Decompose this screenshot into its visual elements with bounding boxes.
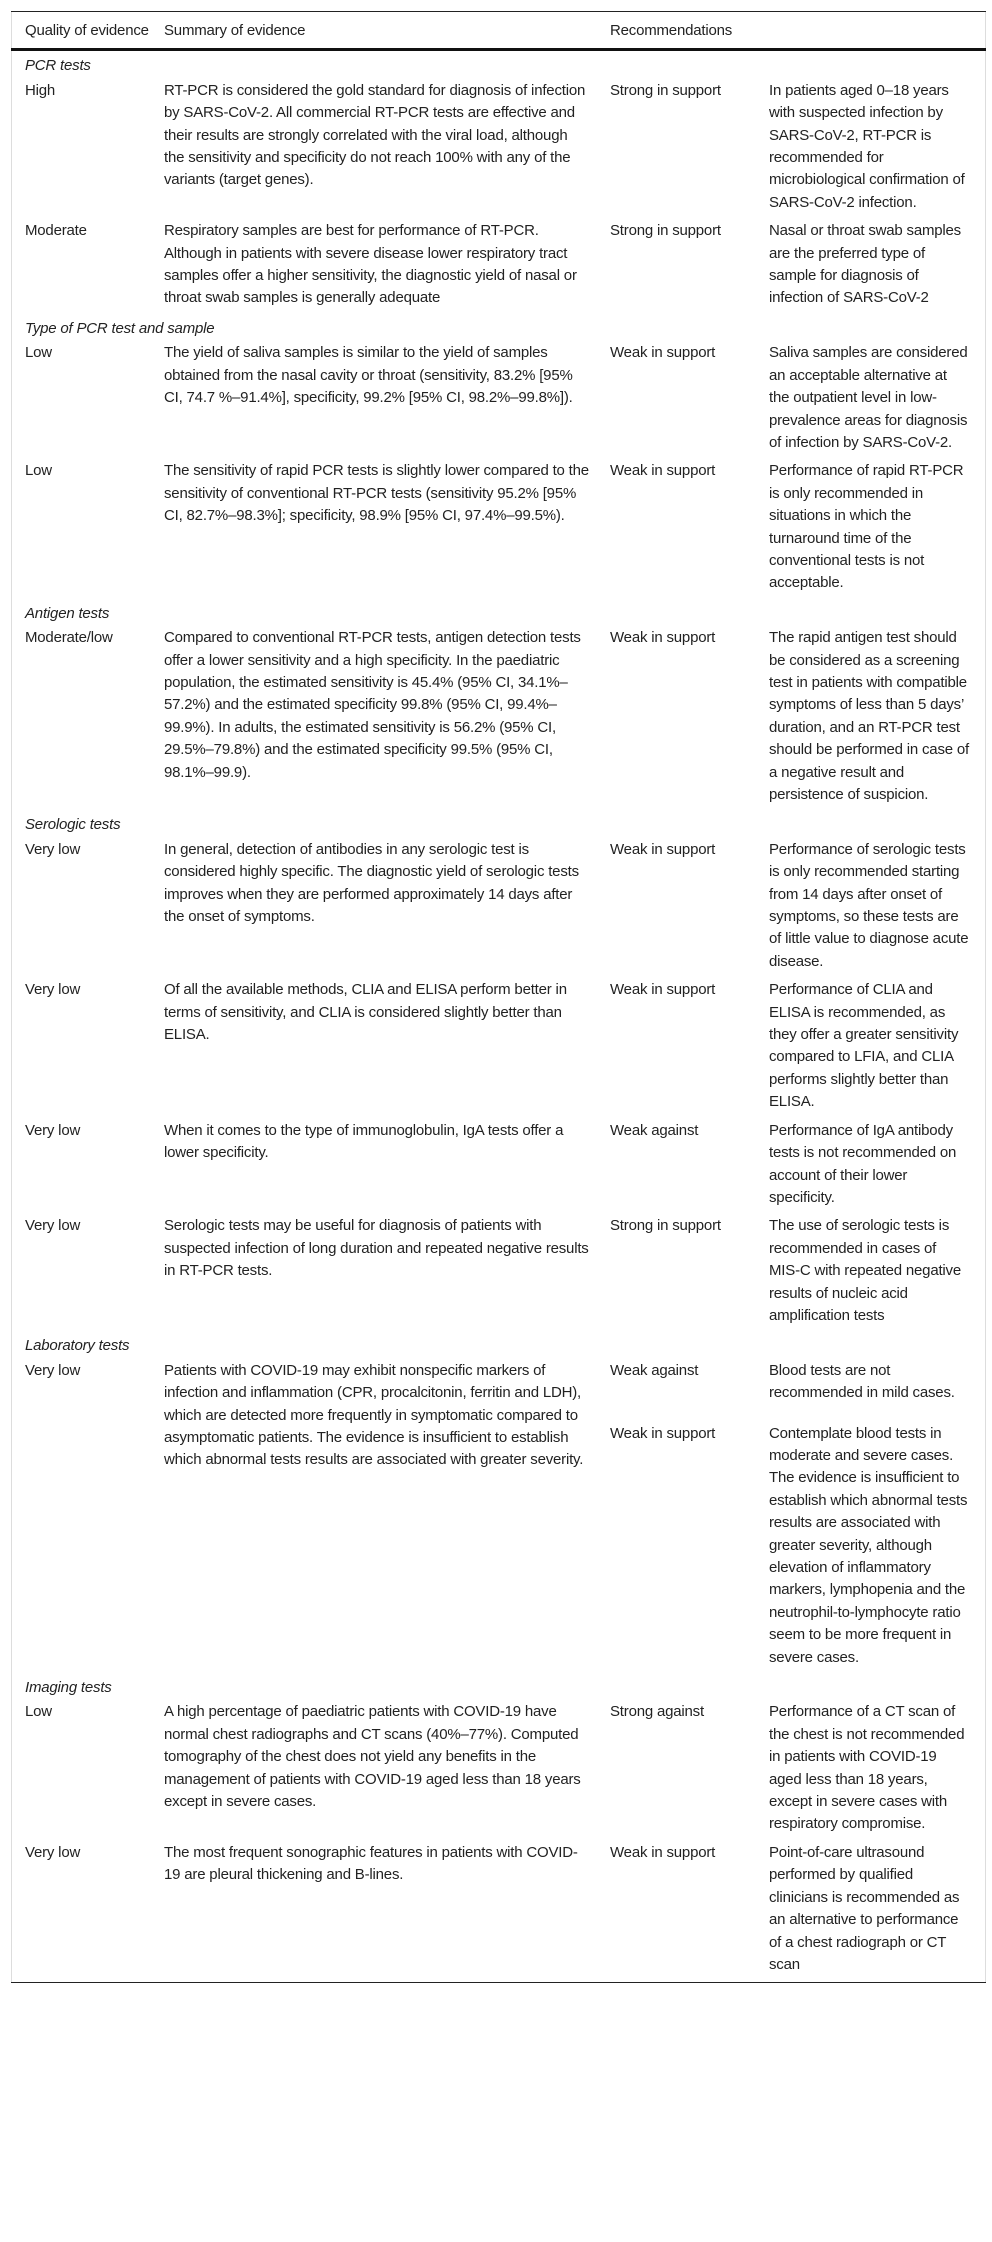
summary-of-evidence: The sensitivity of rapid PCR tests is slightly lower compared to the sensitivity of conventional RT-PCR tests (sensitivity 95.2% [95% CI, 82.7%–98.3%]; specificity, 98.9% [95% CI, 97.4%–99.5%). xyxy=(164,462,589,525)
quality-of-evidence: Moderate xyxy=(25,222,87,240)
section-title: Type of PCR test and sample xyxy=(25,319,215,337)
recommendation-strength: Weak against xyxy=(610,1121,699,1139)
quality-of-evidence: Low xyxy=(25,344,52,362)
table-row xyxy=(12,340,986,458)
table-row xyxy=(12,837,986,977)
table-row xyxy=(12,458,986,598)
recommendation-text: Performance of serologic tests is only recommended starting from 14 days after onset of symptoms, so these tests are of little value to diagnose acute disease. xyxy=(769,840,969,970)
recommendation-strength: Strong against xyxy=(610,1703,704,1721)
quality-of-evidence: Very low xyxy=(25,1121,81,1139)
section-header-row xyxy=(12,599,986,625)
section-title: Laboratory tests xyxy=(25,1337,130,1355)
section-header-row xyxy=(12,50,986,78)
table-row xyxy=(12,625,986,810)
section-title: PCR tests xyxy=(25,57,91,75)
recommendation-text: Performance of IgA antibody tests is not recommended on account of their lower specificity. xyxy=(769,1121,957,1206)
recommendation-strength: Weak against xyxy=(610,1361,699,1379)
header-recommendations: Recommendations xyxy=(610,22,733,39)
evidence-table xyxy=(11,11,986,1983)
recommendation-strength: Weak in support xyxy=(610,629,716,647)
summary-of-evidence: Of all the available methods, CLIA and ELISA perform better in terms of sensitivity, and CLIA is considered slightly better than ELISA. xyxy=(164,981,567,1044)
recommendation-strength: Strong in support xyxy=(610,222,721,240)
summary-of-evidence: The most frequent sonographic features in patients with COVID-19 are pleural thickening and B-lines. xyxy=(164,1843,578,1884)
quality-of-evidence: High xyxy=(25,81,56,99)
recommendation-text: Nasal or throat swab samples are the preferred type of sample for diagnosis of infection of SARS-CoV-2 xyxy=(769,222,961,307)
summary-of-evidence: Respiratory samples are best for performance of RT-PCR. Although in patients with severe disease lower respiratory tract samples offer a higher sensitivity, the diagnostic yield of nasal or throat swab samples is generally adequate xyxy=(164,222,577,307)
recommendation-strength: Weak in support xyxy=(610,840,716,858)
section-title: Antigen tests xyxy=(25,604,110,622)
quality-of-evidence: Very low xyxy=(25,1843,81,1861)
quality-of-evidence: Very low xyxy=(25,1361,81,1379)
header-quality: Quality of evidence xyxy=(25,22,149,39)
table-row xyxy=(12,977,986,1117)
section-header-row xyxy=(12,314,986,340)
section-header-row xyxy=(12,810,986,836)
recommendation-strength: Weak in support xyxy=(610,344,716,362)
section-title: Serologic tests xyxy=(25,816,121,834)
recommendation-text: In patients aged 0–18 years with suspected infection by SARS-CoV-2, RT-PCR is recommended for microbiological confirmation of SARS-CoV-2 infection. xyxy=(769,81,965,211)
summary-of-evidence: Patients with COVID-19 may exhibit nonspecific markers of infection and inflammation (CPR, procalcitonin, ferritin and LDH), which are detected more frequently in symptomatic compared to asymptomatic patients. The evidence is insufficient to establish which abnormal tests results are associated with greater severity. xyxy=(164,1361,584,1469)
recommendation-strength: Weak in support xyxy=(610,1843,716,1861)
recommendation-text: Performance of CLIA and ELISA is recommended, as they offer a greater sensitivity compared to LFIA, and CLIA performs slightly better than ELISA. xyxy=(769,981,959,1111)
table-row xyxy=(12,1699,986,1839)
recommendation-strength: Weak in support xyxy=(610,981,716,999)
table-row xyxy=(12,78,986,218)
recommendation-text: The use of serologic tests is recommended in cases of MIS-C with repeated negative results of nucleic acid amplification tests xyxy=(769,1217,962,1324)
recommendation-text: Point-of-care ultrasound performed by qualified clinicians is recommended as an alternative to performance of a chest radiograph or CT scan xyxy=(769,1843,960,1973)
recommendation-strength: Strong in support xyxy=(610,81,721,99)
summary-of-evidence: Compared to conventional RT-PCR tests, antigen detection tests offer a lower sensitivity and a high specificity. In the paediatric population, the estimated sensitivity is 45.4% (95% CI, 34.1%–57.2%) and the estimated specificity 99.8% (95% CI, 99.4%–99.9%). In adults, the estimated sensitivity is 56.2% (95% CI, 29.5%–79.8%) and the estimated specificity 99.5% (95% CI, 98.1%–99.9). xyxy=(164,629,581,781)
recommendation-text: Performance of a CT scan of the chest is not recommended in patients with COVID-19 aged less than 18 years, except in severe cases with respiratory compromise. xyxy=(769,1703,965,1833)
recommendation-text: The rapid antigen test should be considered as a screening test in patients with compatible symptoms of less than 5 days’ duration, and an RT-PCR test should be performed in case of a negative result and persistence of suspicion. xyxy=(769,629,969,803)
summary-of-evidence: RT-PCR is considered the gold standard for diagnosis of infection by SARS-CoV-2. All commercial RT-PCR tests are effective and their results are strongly correlated with the viral load, although the sensitivity and specificity do not reach 100% with any of the variants (target genes). xyxy=(164,81,586,189)
summary-of-evidence: A high percentage of paediatric patients with COVID-19 have normal chest radiographs and CT scans (40%–77%). Computed tomography of the chest does not yield any benefits in the management of patients with COVID-19 aged less than 18 years except in severe cases. xyxy=(164,1703,581,1811)
recommendation-strength: Weak in support xyxy=(610,462,716,480)
header-summary: Summary of evidence xyxy=(164,22,306,39)
recommendation-strength: Weak in support xyxy=(610,1424,716,1442)
quality-of-evidence: Very low xyxy=(25,981,81,999)
section-header-row xyxy=(12,1673,986,1699)
quality-of-evidence: Low xyxy=(25,462,52,480)
recommendation-text: Contemplate blood tests in moderate and severe cases. The evidence is insufficient to establish which abnormal tests results are associated with greater severity, although elevation of inflammatory markers, lymphopenia and the neutrophil-to-lymphocyte ratio seem to be more frequent in severe cases. xyxy=(769,1424,968,1666)
table-row xyxy=(12,218,986,314)
table-row xyxy=(12,1840,986,1983)
recommendation-text: Saliva samples are considered an acceptable alternative at the outpatient level in low-prevalence areas for diagnosis of infection by SARS-CoV-2. xyxy=(769,344,968,451)
summary-of-evidence: The yield of saliva samples is similar to the yield of samples obtained from the nasal cavity or throat (sensitivity, 83.2% [95% CI, 74.7 %–91.4%], specificity, 99.2% [95% CI, 98.2%–99.8%]). xyxy=(164,344,573,407)
table-row xyxy=(12,1358,986,1409)
section-header-row xyxy=(12,1331,986,1357)
quality-of-evidence: Very low xyxy=(25,1217,81,1235)
table-row xyxy=(12,1213,986,1331)
quality-of-evidence: Very low xyxy=(25,840,81,858)
recommendation-text: Blood tests are not recommended in mild cases. xyxy=(769,1361,955,1402)
summary-of-evidence: Serologic tests may be useful for diagnosis of patients with suspected infection of long duration and repeated negative results in RT-PCR tests. xyxy=(164,1217,589,1280)
section-title: Imaging tests xyxy=(25,1679,112,1697)
table-body xyxy=(12,50,986,1983)
quality-of-evidence: Moderate/low xyxy=(25,629,113,647)
quality-of-evidence: Low xyxy=(25,1703,52,1721)
table-row xyxy=(12,1118,986,1214)
table-header-row xyxy=(12,12,986,50)
recommendation-text: Performance of rapid RT-PCR is only recommended in situations in which the turnaround time of the conventional tests is not acceptable. xyxy=(769,462,964,592)
summary-of-evidence: When it comes to the type of immunoglobulin, IgA tests offer a lower specificity. xyxy=(164,1121,564,1162)
summary-of-evidence: In general, detection of antibodies in any serologic test is considered highly specific. The diagnostic yield of serologic tests improves when they are performed approximately 14 days after the onset of symptoms. xyxy=(164,840,579,926)
recommendation-strength: Strong in support xyxy=(610,1217,721,1235)
